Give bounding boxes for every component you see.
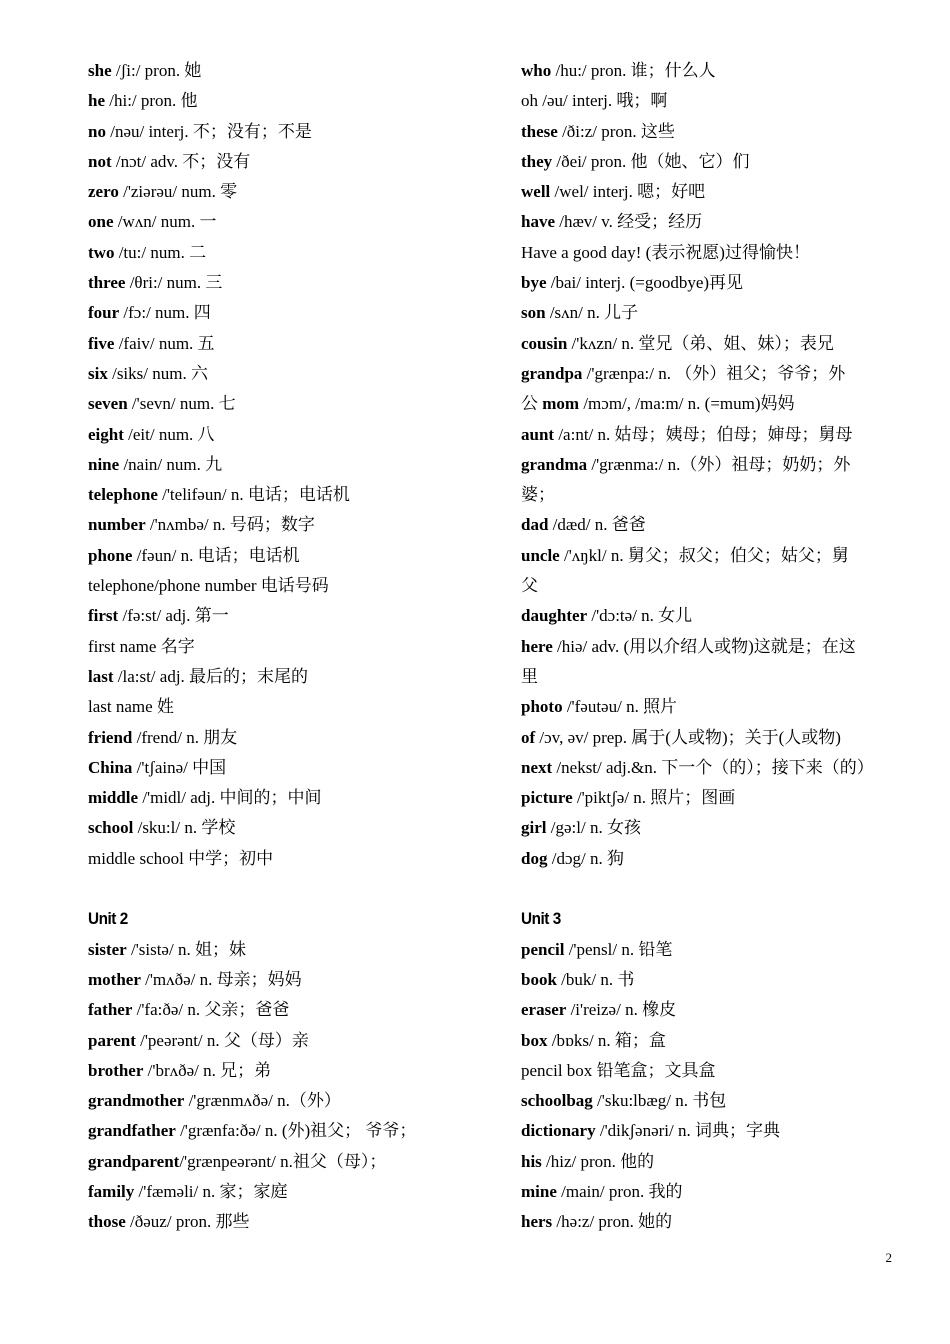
vocab-entry [88, 329, 488, 359]
left-column [88, 56, 488, 1238]
vocab-entry [88, 813, 488, 843]
vocab-word: grandmother [88, 1091, 185, 1111]
vocab-definition: 父 [521, 576, 538, 596]
right-unit2-entries [521, 56, 911, 874]
vocab-word: grandfather [88, 1121, 176, 1141]
vocab-word: of [521, 727, 536, 747]
vocab-definition: /ðei/ pron. 他（她、它）们 [552, 151, 750, 171]
vocab-definition: telephone/phone number 电话号码 [88, 576, 329, 596]
vocab-definition: /nekst/ adj.&n. 下一个（的）；接下来（的） [552, 757, 874, 777]
vocab-definition: /mɔm/, /ma:m/ n. (=mum)妈妈 [579, 394, 795, 414]
vocab-word: number [88, 515, 146, 535]
vocab-word: grandparent [88, 1151, 180, 1171]
vocab-word: dad [521, 515, 549, 535]
vocab-definition: /wel/ interj. 嗯；好吧 [550, 182, 706, 202]
vocab-entry [521, 86, 911, 116]
vocab-definition: last name 姓 [88, 697, 174, 717]
vocab-word: who [521, 61, 552, 80]
vocab-word: next [521, 757, 553, 777]
vocab-definition: /'ziərəu/ num. 零 [118, 182, 238, 202]
vocab-entry [88, 541, 488, 571]
vocab-definition: /'sistə/ n. 姐；妹 [126, 939, 246, 959]
vocab-entry [521, 813, 911, 843]
vocab-entry [521, 571, 911, 601]
vocab-word: they [521, 151, 553, 171]
vocab-word: have [521, 212, 555, 232]
vocab-entry [88, 662, 488, 692]
vocab-entry [521, 692, 911, 722]
vocab-definition: /'fəutəu/ n. 照片 [562, 697, 678, 717]
vocab-word: not [88, 151, 112, 171]
vocab-word: grandpa [521, 363, 583, 383]
vocab-entry [88, 965, 488, 995]
vocab-entry [521, 298, 911, 328]
vocab-definition: /eit/ num. 八 [123, 424, 215, 444]
vocab-definition: 里 [521, 666, 538, 686]
vocab-word: those [88, 1212, 126, 1232]
section-gap [88, 874, 488, 904]
vocab-entry [521, 207, 911, 237]
vocab-word: photo [521, 697, 563, 717]
vocab-word: book [521, 969, 557, 989]
vocab-entry [88, 935, 488, 965]
vocab-entry [88, 86, 488, 116]
vocab-definition: /hiz/ pron. 他的 [541, 1151, 655, 1171]
vocab-word: mother [88, 969, 141, 989]
vocab-definition: /main/ pron. 我的 [556, 1181, 683, 1201]
vocab-definition: /'sku:lbæg/ n. 书包 [592, 1091, 727, 1111]
vocab-entry [88, 147, 488, 177]
vocab-definition: /'kʌzn/ n. 堂兄（弟、姐、妹）；表兄 [567, 333, 834, 353]
vocab-definition: Have a good day! (表示祝愿)过得愉快！ [521, 242, 810, 262]
vocab-entry [88, 238, 488, 268]
vocab-word: mom [542, 394, 580, 414]
vocab-definition: /'sevn/ num. 七 [127, 394, 236, 414]
vocab-word: cousin [521, 333, 568, 353]
vocab-entry [521, 1147, 911, 1177]
vocab-definition: /'nʌmbə/ n. 号码；数字 [145, 515, 315, 535]
vocab-entry [88, 1147, 488, 1177]
vocab-entry [521, 723, 911, 753]
vocab-word: five [88, 333, 115, 353]
vocab-definition: /dɔg/ n. 狗 [547, 848, 624, 868]
vocab-entry [88, 1086, 488, 1116]
vocab-word: friend [88, 727, 133, 747]
vocab-entry [88, 359, 488, 389]
vocab-definition: first name 名字 [88, 636, 195, 656]
vocab-word: he [88, 91, 105, 111]
vocab-definition: /wʌn/ num. 一 [113, 212, 217, 232]
vocab-entry [88, 177, 488, 207]
vocab-word: bye [521, 273, 547, 293]
vocab-entry [521, 1086, 911, 1116]
vocab-definition: /'grænfa:ðə/ n. (外)祖父； 爷爷； [175, 1121, 417, 1141]
unit-2-heading: Unit 2 [88, 909, 128, 929]
vocab-definition: 公 [521, 394, 543, 414]
vocab-entry [521, 510, 911, 540]
vocab-entry [521, 359, 911, 389]
vocab-entry [88, 389, 488, 419]
vocab-word: eight [88, 424, 124, 444]
vocab-definition: /nain/ num. 九 [119, 454, 223, 474]
vocab-definition: pencil box 铅笔盒；文具盒 [521, 1060, 716, 1080]
vocab-definition: /θri:/ num. 三 [125, 273, 223, 293]
vocab-definition: /'midl/ adj. 中间的；中间 [138, 788, 322, 808]
vocab-entry [521, 783, 911, 813]
vocab-entry [521, 935, 911, 965]
vocab-word: phone [88, 545, 133, 565]
vocab-entry [521, 329, 911, 359]
vocab-entry [88, 844, 488, 874]
unit-3-heading: Unit 3 [521, 909, 561, 929]
vocab-definition: /hæv/ v. 经受；经历 [555, 212, 703, 232]
vocab-entry [88, 117, 488, 147]
vocab-definition: /nɔt/ adv. 不；没有 [111, 151, 251, 171]
vocab-word: two [88, 242, 115, 262]
vocab-definition: /hi:/ pron. 他 [105, 91, 198, 111]
vocab-definition: /'ʌŋkl/ n. 舅父；叔父；伯父；姑父；舅 [559, 545, 849, 565]
vocab-word: seven [88, 394, 128, 414]
vocab-word: three [88, 273, 126, 293]
vocab-word: daughter [521, 606, 588, 626]
vocab-definition: /'fæməli/ n. 家；家庭 [134, 1181, 288, 1201]
vocab-entry [521, 965, 911, 995]
vocab-definition: /ʃi:/ pron. 她 [111, 61, 202, 80]
vocab-word: picture [521, 788, 573, 808]
vocab-word: six [88, 363, 108, 383]
vocab-entry [521, 480, 911, 510]
vocab-word: first [88, 606, 119, 626]
vocab-entry [521, 238, 911, 268]
vocab-entry [88, 1026, 488, 1056]
vocab-definition: /hə:z/ pron. 她的 [552, 1212, 673, 1232]
vocab-definition: /'brʌðə/ n. 兄；弟 [143, 1060, 272, 1080]
vocab-word: China [88, 757, 133, 777]
vocab-definition: /dæd/ n. 爸爸 [548, 515, 646, 535]
vocab-word: brother [88, 1060, 144, 1080]
vocab-word: mine [521, 1181, 557, 1201]
vocab-definition: /'grænma:/ n.（外）祖母；奶奶；外 [587, 454, 851, 474]
section-gap [521, 874, 911, 904]
vocab-definition: /'peərənt/ n. 父（母）亲 [135, 1030, 309, 1050]
vocab-word: nine [88, 454, 120, 474]
page-number: 2 [885, 1250, 892, 1265]
vocab-entry [521, 268, 911, 298]
vocab-definition: /i'reizə/ n. 橡皮 [566, 1000, 677, 1020]
vocab-definition: /hu:/ pron. 谁；什么人 [551, 61, 716, 80]
right-unit3-entries [521, 935, 911, 1238]
vocab-word: well [521, 182, 551, 202]
vocab-entry [521, 1207, 911, 1237]
vocab-word: zero [88, 182, 119, 202]
vocab-word: girl [521, 818, 547, 838]
vocab-definition: /buk/ n. 书 [556, 969, 635, 989]
vocab-entry [521, 1177, 911, 1207]
vocab-entry [88, 510, 488, 540]
vocab-word: she [88, 61, 112, 80]
vocab-entry [88, 1207, 488, 1237]
vocab-word: no [88, 121, 106, 141]
vocab-word: last [88, 666, 114, 686]
vocab-definition: /fɔ:/ num. 四 [119, 303, 211, 323]
vocab-entry [521, 753, 911, 783]
vocab-definition: /ɔv, əv/ prep. 属于(人或物)；关于(人或物) [535, 727, 841, 747]
vocab-entry [521, 420, 911, 450]
vocab-entry [521, 662, 911, 692]
vocab-entry [88, 723, 488, 753]
vocab-word: school [88, 818, 134, 838]
vocab-entry [88, 450, 488, 480]
vocab-entry [521, 1056, 911, 1086]
vocab-definition: /nəu/ interj. 不；没有；不是 [105, 121, 312, 141]
right-column [521, 56, 911, 1238]
vocab-definition: /'grænmʌðə/ n.（外） [184, 1091, 341, 1111]
vocab-definition: /faiv/ num. 五 [114, 333, 215, 353]
vocab-word: four [88, 303, 120, 323]
vocab-entry [88, 298, 488, 328]
vocab-definition: /fəun/ n. 电话；电话机 [132, 545, 300, 565]
vocab-word: telephone [88, 485, 158, 505]
vocab-definition: /siks/ num. 六 [107, 363, 208, 383]
vocab-definition: /bɒks/ n. 箱；盒 [547, 1030, 666, 1050]
vocab-definition: /sʌn/ n. 儿子 [545, 303, 639, 323]
vocab-word: his [521, 1151, 542, 1171]
vocab-definition: /tu:/ num. 二 [114, 242, 207, 262]
vocab-entry [88, 1116, 488, 1146]
vocab-entry [88, 692, 488, 722]
vocab-word: hers [521, 1212, 553, 1232]
vocab-definition: /'telifəun/ n. 电话；电话机 [157, 485, 350, 505]
vocab-entry [88, 753, 488, 783]
vocab-definition: /a:nt/ n. 姑母；姨母；伯母；婶母；舅母 [554, 424, 853, 444]
vocab-definition: /'grænpeərənt/ n.祖父（母）； [179, 1151, 387, 1171]
vocab-definition: oh /əu/ interj. 哦；啊 [521, 91, 668, 111]
vocab-entry [88, 783, 488, 813]
vocab-entry [521, 995, 911, 1025]
vocab-entry [521, 632, 911, 662]
vocab-definition: /frend/ n. 朋友 [132, 727, 238, 747]
vocab-definition: /'mʌðə/ n. 母亲；妈妈 [140, 969, 302, 989]
vocab-word: here [521, 636, 553, 656]
vocab-definition: /hiə/ adv. (用以介绍人或物)这就是；在这 [552, 636, 856, 656]
vocab-word: son [521, 303, 546, 323]
vocab-definition: /ðəuz/ pron. 那些 [125, 1212, 250, 1232]
vocab-word: dictionary [521, 1121, 596, 1141]
vocab-entry [521, 844, 911, 874]
vocab-word: schoolbag [521, 1091, 593, 1111]
vocab-word: father [88, 1000, 133, 1020]
vocab-entry [521, 541, 911, 571]
vocab-entry [521, 117, 911, 147]
left-unit2-entries [88, 935, 488, 1238]
vocab-definition: /'piktʃə/ n. 照片；图画 [572, 788, 736, 808]
vocab-definition: /bai/ interj. (=goodbye)再见 [546, 273, 744, 293]
vocab-entry [88, 207, 488, 237]
vocab-entry [521, 1116, 911, 1146]
vocab-word: middle [88, 788, 139, 808]
vocab-entry [521, 389, 911, 419]
vocab-entry [88, 601, 488, 631]
vocab-word: pencil [521, 939, 565, 959]
vocab-definition: /'dikʃənəri/ n. 词典；字典 [595, 1121, 780, 1141]
vocab-entry [88, 632, 488, 662]
vocab-definition: /'pensl/ n. 铅笔 [564, 939, 673, 959]
vocab-word: these [521, 121, 558, 141]
vocab-definition: /gə:l/ n. 女孩 [546, 818, 641, 838]
vocab-word: sister [88, 939, 127, 959]
vocab-definition: /fə:st/ adj. 第一 [118, 606, 229, 626]
vocab-definition: /'dɔ:tə/ n. 女儿 [587, 606, 693, 626]
vocab-definition: 婆； [521, 485, 555, 505]
vocab-entry [521, 56, 911, 86]
vocab-entry [88, 995, 488, 1025]
vocab-entry [88, 268, 488, 298]
vocab-word: parent [88, 1030, 136, 1050]
left-unit1-entries [88, 56, 488, 874]
vocab-definition: middle school 中学；初中 [88, 848, 274, 868]
vocab-word: grandma [521, 454, 588, 474]
vocab-entry [88, 571, 488, 601]
vocab-entry [88, 56, 488, 86]
vocab-word: aunt [521, 424, 555, 444]
vocab-definition: /ði:z/ pron. 这些 [557, 121, 675, 141]
vocab-definition: /sku:l/ n. 学校 [133, 818, 236, 838]
vocab-entry [88, 420, 488, 450]
vocab-entry [521, 1026, 911, 1056]
vocab-entry [521, 147, 911, 177]
vocab-word: dog [521, 848, 548, 868]
vocab-word: box [521, 1030, 548, 1050]
vocab-definition: /'tʃainə/ 中国 [132, 757, 227, 777]
vocab-entry [88, 1177, 488, 1207]
vocab-entry [521, 177, 911, 207]
vocab-entry [88, 1056, 488, 1086]
vocab-entry [521, 450, 911, 480]
vocab-entry [88, 480, 488, 510]
vocab-definition: /'grænpa:/ n. （外）祖父；爷爷；外 [582, 363, 846, 383]
vocab-entry [521, 601, 911, 631]
vocab-word: one [88, 212, 114, 232]
vocab-word: family [88, 1181, 135, 1201]
vocab-word: uncle [521, 545, 560, 565]
vocab-definition: /'fa:ðə/ n. 父亲；爸爸 [132, 1000, 290, 1020]
vocab-definition: /la:st/ adj. 最后的；末尾的 [113, 666, 309, 686]
vocab-word: eraser [521, 1000, 567, 1020]
